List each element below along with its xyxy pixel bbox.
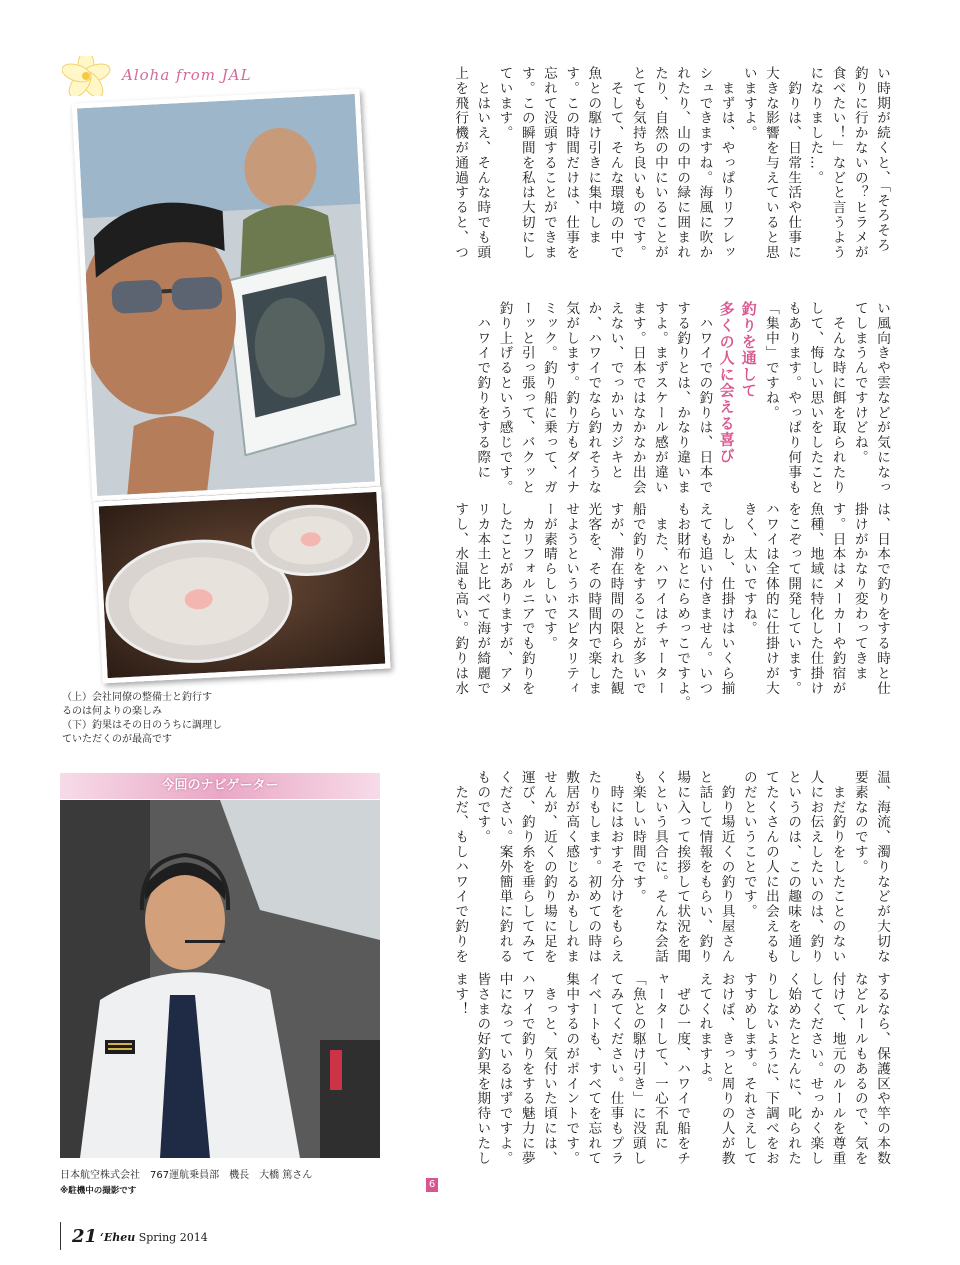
- text-column: 光客を、その時間内で楽しま: [585, 502, 602, 696]
- text-column: そして、そんな環境の中で: [607, 66, 624, 260]
- sashimi-illustration: [99, 492, 386, 678]
- photo-illustration: [77, 94, 375, 496]
- text-column: れたり、山の中の緑に囲まれ: [674, 66, 691, 260]
- text-column: 大きな影響を与えていると思: [762, 66, 779, 260]
- text-column: 忘れて没頭することができま: [540, 66, 557, 260]
- text-column: たりもします。初めての時は: [585, 770, 602, 964]
- text-column: 船で釣りをすることが多いで: [629, 502, 646, 696]
- text-column: か、ハワイでなら釣れそうな: [585, 301, 602, 495]
- text-column: ただ、もしハワイで釣りを: [452, 770, 469, 964]
- text-column: 時にはおすそ分けをもらえ: [607, 770, 624, 964]
- text-column: ーッと引っ張って、バクッと: [518, 301, 535, 495]
- text-column: おけば、きっと周りの人が教: [718, 972, 735, 1166]
- text-column: 集中するのがポイントです。: [563, 972, 580, 1166]
- text-column: は、日本で釣りをする時と仕: [874, 502, 890, 696]
- text-column: きく、太いですね。: [740, 502, 757, 637]
- text-column: とても気持ち良いものです。: [629, 66, 646, 260]
- text-column: と話して情報をもらい、釣り: [696, 770, 713, 964]
- text-column: また、ハワイはチャーター: [651, 502, 668, 696]
- text-column: ハワイでの釣りは、日本で: [696, 301, 713, 495]
- text-column: まずは、やっぱりリフレッ: [718, 66, 735, 260]
- text-column: たり、自然の中にいることが: [651, 66, 668, 260]
- text-column: とはいえ、そんな時でも頭: [474, 66, 491, 260]
- caption-line: （上）会社同僚の整備士と釣行す: [62, 692, 212, 703]
- text-column: しかし、仕掛けはいくら揃: [718, 502, 735, 696]
- text-column: てたくさんの人に出会えるも: [762, 770, 779, 964]
- text-column: というのは、この趣味を通し: [785, 770, 802, 964]
- text-column: のだということです。: [740, 770, 757, 919]
- text-column: 敷居が高く感じるかもしれま: [563, 770, 580, 964]
- text-column: 釣り場近くの釣り具屋さん: [718, 770, 735, 964]
- text-column: もあります。やっぱり何事も: [785, 301, 802, 495]
- text-column: きっと、気付いた頃には、: [540, 972, 557, 1166]
- photo-caption: [62, 691, 362, 747]
- text-column: すよ。まずスケール感が違い: [651, 301, 668, 495]
- article-end-mark: 6: [426, 1178, 438, 1192]
- text-column: りしないように、下調べをお: [762, 972, 779, 1166]
- text-column: 「魚との駆け引き」に没頭し: [629, 972, 646, 1166]
- text-column: 皆さまの好釣果を期待いたし: [474, 972, 491, 1166]
- pilot-name: 日本航空株式会社 767運航乗員部 機長 大橋 篤さん: [60, 1170, 313, 1181]
- text-column: すが、滞在時間の限られた観: [607, 502, 624, 696]
- section-heading-line-1: 釣りを通して: [739, 301, 758, 399]
- text-column: 釣り上げるという感じです。: [496, 301, 513, 495]
- text-column: 気がします。釣り方もダイナ: [563, 301, 580, 495]
- sashimi-photo: [93, 487, 390, 684]
- text-column: カリフォルニアでも釣りを: [518, 502, 535, 696]
- header-title: Aloha from JAL: [122, 66, 252, 84]
- text-column: 「集中」ですね。: [762, 301, 779, 421]
- text-column: く始めたとたんに、叱られた: [785, 972, 802, 1166]
- text-column: えない、でっかいカジキと: [607, 301, 624, 480]
- magazine-name: [100, 1231, 208, 1244]
- text-column: すし、水温も高い。釣りは水: [452, 502, 469, 696]
- caption-line: るのは何よりの楽しみ: [62, 706, 162, 717]
- pilot-photo: [60, 800, 380, 1158]
- text-column: 釣りは、日常生活や仕事に: [785, 66, 802, 260]
- text-column: せんが、近くの釣り場に足を: [540, 770, 557, 964]
- text-column: 運び、釣り糸を垂らしてみて: [518, 770, 535, 964]
- fishing-selfie-photo: [72, 89, 380, 502]
- plumeria-flower-icon: [62, 56, 118, 96]
- text-column: リカ本土と比べて海が綺麗で: [474, 502, 491, 696]
- text-column: ミック。釣り船に乗って、ガ: [540, 301, 557, 495]
- text-column: そんな時に餌を取られたり: [829, 301, 846, 495]
- article-block-3: [413, 502, 893, 750]
- article-block-1: [413, 66, 893, 288]
- text-column: イベートも、すべてを忘れて: [585, 972, 602, 1166]
- text-column: 釣りに行かないの？ヒラメが: [851, 66, 868, 260]
- text-column: をこぞって開発しています。: [785, 502, 802, 696]
- text-column: す。この時間だけは、仕事を: [563, 66, 580, 260]
- pilot-illustration: [60, 800, 380, 1158]
- page-number: 21: [72, 1226, 98, 1247]
- text-column: まだ釣りをしたことのない: [829, 770, 846, 964]
- text-column: 付けて、地元のルールを尊重: [829, 972, 846, 1166]
- article-block-4: [413, 770, 893, 992]
- text-column: す。この瞬間を私は大切にし: [518, 66, 535, 260]
- text-column: い風向きや雲などが気になっ: [874, 301, 890, 495]
- text-column: えてくれますよ。: [696, 972, 713, 1092]
- text-column: も楽しい時間です。: [629, 770, 646, 905]
- navigator-band: [60, 773, 380, 799]
- text-column: 魚との駆け引きに集中しま: [585, 66, 602, 245]
- pilot-note: ※駐機中の撮影です: [60, 1186, 137, 1196]
- text-column: 人にお伝えしたいのは、釣り: [807, 770, 824, 964]
- text-column: い時期が続くと、「そろそろ: [874, 66, 890, 253]
- text-column: ものです。: [474, 770, 491, 845]
- text-column: いますよ。: [740, 66, 757, 141]
- text-column: する釣りとは、かなり違いま: [674, 301, 691, 495]
- text-column: ます。日本ではなかなか出会: [629, 301, 646, 495]
- text-column: す。日本はメーカーや釣宿が: [829, 502, 846, 696]
- text-column: して、悔しい思いをしたこと: [807, 301, 824, 495]
- text-column: 場に入って挨拶して状況を聞: [674, 770, 691, 964]
- text-column: てしまうんですけどね。: [851, 301, 868, 465]
- text-column: ます！: [452, 972, 469, 1017]
- section-heading-line-2: 多くの人に会える喜び: [717, 301, 736, 464]
- section-title: [62, 56, 252, 96]
- text-column: 要素なのです。: [851, 770, 868, 875]
- pilot-caption: [60, 1166, 390, 1196]
- text-column: ハワイは全体的に仕掛けが大: [762, 502, 779, 696]
- text-column: するなら、保護区や竿の本数: [874, 972, 890, 1166]
- navigator-label: 今回のナビゲーター: [161, 778, 279, 793]
- text-column: ーが素晴らしいです。: [540, 502, 557, 651]
- caption-line: ていただくのが最高です: [62, 734, 172, 745]
- text-column: 上を飛行機が通過すると、つ: [452, 66, 469, 260]
- text-column: ください。案外簡単に釣れる: [496, 770, 513, 964]
- text-column: したことがありますが、アメ: [496, 502, 513, 696]
- text-column: 食べたい！」などと言うよう: [829, 66, 846, 260]
- text-column: ハワイで釣りをする魅力に夢: [518, 972, 535, 1166]
- article-block-2: [413, 301, 893, 499]
- article-block-5: [413, 972, 893, 1198]
- text-column: ています。: [496, 66, 513, 141]
- footer-rule: [60, 1222, 61, 1250]
- text-column: えても追い付きません。いつ: [696, 502, 713, 696]
- text-column: などルールもあるので、気を: [851, 972, 868, 1166]
- text-column: もお財布とにらめっこですよ。: [674, 502, 691, 711]
- text-column: くという具合に。そんな会話: [651, 770, 668, 964]
- magazine-issue: Spring 2014: [138, 1231, 208, 1244]
- text-column: 掛けがかなり変わってきま: [851, 502, 868, 681]
- text-column: ハワイで釣りをする際に: [474, 301, 491, 480]
- text-column: してください。せっかく楽し: [807, 972, 824, 1166]
- text-column: せようというホスピタリティ: [563, 502, 580, 696]
- text-column: ャーターして、一心不乱に: [651, 972, 668, 1151]
- text-column: シュできますね。海風に吹か: [696, 66, 713, 260]
- text-column: てみてください。仕事もプラ: [607, 972, 624, 1166]
- page-footer: [60, 1222, 360, 1252]
- text-column: 魚種、地域に特化した仕掛け: [807, 502, 824, 696]
- text-column: 温、海流、濁りなどが大切な: [874, 770, 890, 964]
- text-column: すすめします。それさえして: [740, 972, 757, 1166]
- magazine-title: ‘Eheu: [100, 1231, 136, 1244]
- text-column: 中になっているはずですよ。: [496, 972, 513, 1166]
- text-column: ぜひ一度、ハワイで船をチ: [674, 972, 691, 1166]
- text-column: になりました…。: [807, 66, 824, 186]
- caption-line: （下）釣果はその日のうちに調理し: [62, 720, 222, 731]
